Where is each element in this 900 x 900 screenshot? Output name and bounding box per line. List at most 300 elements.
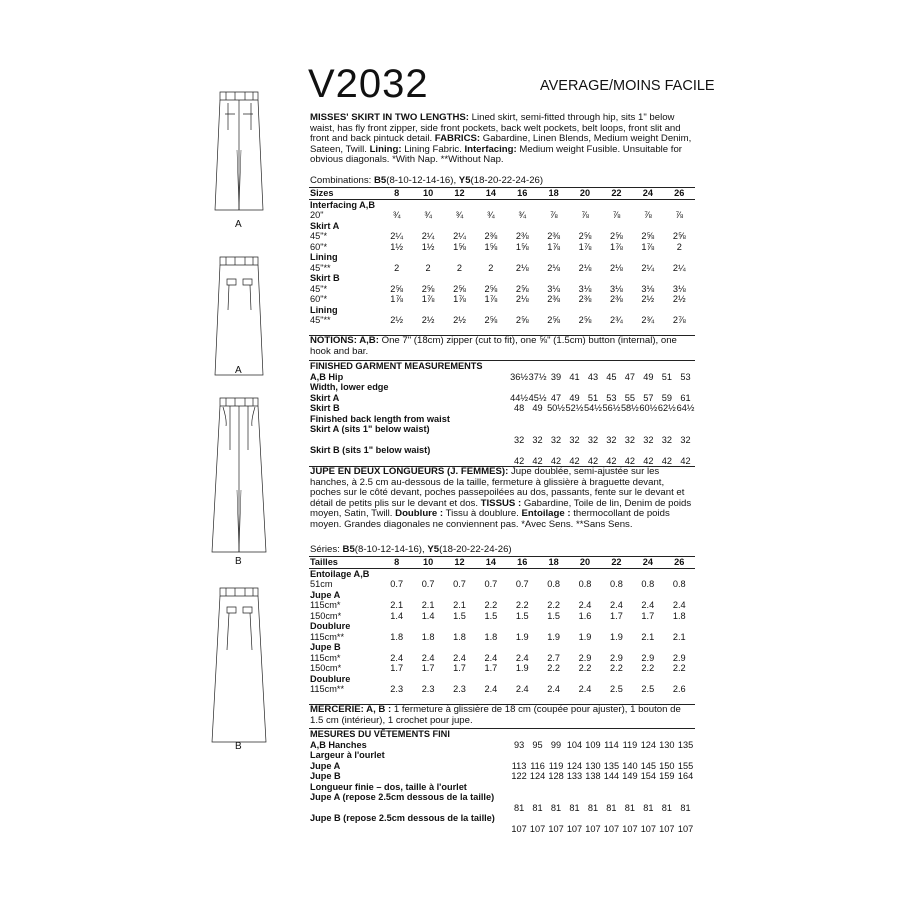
table-cell: 124 <box>640 739 657 750</box>
table-cell: 0.8 <box>641 579 655 589</box>
table-cell: 2 <box>394 262 400 273</box>
table-cell: 150 <box>659 760 675 771</box>
table-cell: 2.4 <box>672 600 686 610</box>
table-cell: 10 <box>412 188 443 200</box>
table-cell: 107 <box>603 823 620 834</box>
table-cell: 124 <box>529 771 546 781</box>
table-cell: 16 <box>507 188 538 200</box>
technical-sketches <box>190 70 290 770</box>
table-cell: 2.2 <box>515 600 529 610</box>
table-row <box>309 188 695 200</box>
series-label: Séries: <box>310 544 343 555</box>
table-cell: 2.3 <box>421 684 435 694</box>
table-cell: 52½ <box>565 403 584 413</box>
table-cell: 1.5 <box>484 610 498 621</box>
table-cell: 32 <box>532 434 543 445</box>
table-cell: 1.7 <box>421 663 435 673</box>
row-label: 45"** <box>310 315 331 325</box>
table-row <box>309 740 695 751</box>
description-fr-body: Jupe doublée, semi-ajustée sur les hanches, à 2.5 cm au-dessous de la taille, fermeture à glissière à braguette devant, poches sur le côté devant, poches passepoilées au dos, passants, fente sur le devant et détail de petits plis sur le devant et dos. <box>310 466 685 509</box>
row-label <box>309 435 510 446</box>
table-cell: 154 <box>640 771 657 781</box>
table-cell: 2.7 <box>547 652 561 663</box>
table-cell: 2⅝ <box>453 283 466 294</box>
table-row <box>309 824 695 835</box>
table-cell: ⅞ <box>549 210 558 220</box>
table-cell: 1.8 <box>484 631 498 642</box>
table-cell: 81 <box>569 802 580 813</box>
table-cell: 93 <box>513 739 525 750</box>
table-cell: 2 <box>676 241 682 252</box>
table-cell: 2¼ <box>641 262 655 273</box>
table-row <box>309 210 695 221</box>
doublure-label: Doublure : <box>395 508 444 520</box>
description-fr <box>310 467 695 531</box>
table-cell: 2.4 <box>641 600 655 610</box>
fabrics-text: Gabardine, Linen Blends, Medium weight Denim, Sateen, Twill. <box>310 133 692 155</box>
table-cell: 1.7 <box>453 663 466 673</box>
table-row <box>309 435 695 446</box>
row-label: 45"* <box>310 231 328 241</box>
fabrics-label: FABRICS: <box>434 133 481 145</box>
table-row <box>309 813 695 824</box>
table-cell: 32 <box>661 434 672 445</box>
table-row <box>309 557 695 569</box>
table-cell: 61 <box>680 392 691 403</box>
entoilage-text: thermocollant de poids moyen. Grandes diagonales ne conviennent pas. *Avec Sens. **Sans Sens. <box>310 508 670 530</box>
table-cell: 130 <box>585 760 601 771</box>
description-fr-title: JUPE EN DEUX LONGUEURS (J. FEMMES): <box>310 466 509 477</box>
table-cell: 145 <box>640 760 657 771</box>
section-label: Skirt A (sits 1" below waist) <box>310 424 430 434</box>
table-cell: 32 <box>643 434 654 445</box>
table-cell: 1.9 <box>515 663 529 673</box>
section-label: Entoilage A,B <box>310 568 370 579</box>
table-cell: 2 <box>488 262 494 273</box>
table-cell: 22 <box>601 188 632 200</box>
table-cell: 53 <box>606 392 617 403</box>
pattern-number: V2032 <box>308 62 429 106</box>
table-cell: 2.9 <box>610 652 623 663</box>
table-cell: 60½ <box>639 403 658 413</box>
description-body: Lined skirt, semi-fitted through hip, sits 1" below waist, has fly front zipper, side front pockets, back welt pockets, belt loops, front slit and front and back pintuck detail. <box>310 112 681 145</box>
table-cell: 0.7 <box>390 579 404 589</box>
table-cell: 1.8 <box>421 631 435 642</box>
table-cell: 2.1 <box>641 631 655 642</box>
table-cell: 2.5 <box>641 684 655 694</box>
table-cell: 1.5 <box>453 610 466 621</box>
section-label: Doublure <box>310 621 351 631</box>
table-row <box>309 242 695 253</box>
table-cell: 1⅞ <box>484 294 498 304</box>
table-cell: 8 <box>381 188 412 200</box>
section-label: Interfacing A,B <box>310 199 375 210</box>
yardage-table-fr <box>309 556 695 695</box>
table-cell: 2½ <box>641 294 655 304</box>
table-row <box>309 803 695 814</box>
table-cell: 1⅞ <box>641 241 655 252</box>
table-cell: 2.2 <box>672 663 686 673</box>
table-cell: 26 <box>664 188 695 200</box>
table-row <box>309 263 695 274</box>
table-row <box>309 632 695 643</box>
table-cell: 0.7 <box>421 579 435 589</box>
table-cell: 107 <box>566 823 583 834</box>
tissus-text: Gabardine, Toile de lin, Denim de poids moyen, Satin, Twill. <box>310 497 692 520</box>
table-cell: 2⅜ <box>578 294 592 304</box>
row-label: Skirt B <box>310 403 340 413</box>
table-row <box>309 424 695 435</box>
section-label: Longueur finie – dos, taille à l'ourlet <box>310 781 467 792</box>
table-cell: 164 <box>677 771 694 781</box>
table-cell: ⅞ <box>612 210 621 220</box>
table-cell: 116 <box>530 760 545 771</box>
table-cell: 3⅛ <box>578 283 592 294</box>
table-cell: 47 <box>550 392 562 403</box>
view-label-3: B <box>235 556 242 567</box>
finished-measurements-en <box>309 361 695 466</box>
section-label: Skirt B (sits 1" below waist) <box>310 445 431 455</box>
row-label: 51cm <box>310 579 333 589</box>
section-label: Largeur à l'ourlet <box>310 750 385 760</box>
table-cell: 32 <box>606 434 617 445</box>
table-row <box>309 199 695 210</box>
table-cell: 55 <box>624 392 635 403</box>
table-cell: 49 <box>532 403 543 413</box>
table-row <box>309 393 695 404</box>
table-cell: 10 <box>412 557 443 569</box>
table-cell: 42 <box>532 455 543 466</box>
interfacing-text: Medium weight Fusible. Unsuitable for obvious diagonals. *With Nap. **Without Nap. <box>310 143 683 166</box>
table-cell: 1½ <box>421 241 435 252</box>
row-label: 115cm** <box>310 631 345 642</box>
table-cell: 2.9 <box>672 652 686 663</box>
table-row <box>309 456 695 467</box>
table-cell: 2½ <box>453 315 466 325</box>
table-cell: 2⅛ <box>610 262 623 273</box>
table-cell: ¾ <box>487 210 495 220</box>
section-label: Width, lower edge <box>310 382 389 392</box>
row-label: Tailles <box>309 557 381 569</box>
section-label: Jupe A <box>310 589 341 600</box>
table-row <box>309 579 695 590</box>
table-cell: 1⅞ <box>578 241 592 252</box>
table-row <box>309 294 695 305</box>
table-row <box>309 382 695 393</box>
notions-fr <box>310 705 695 726</box>
table-cell: 16 <box>507 557 538 569</box>
table-cell: 133 <box>566 771 583 781</box>
table-cell: 2.2 <box>547 663 561 673</box>
table-row <box>309 600 695 611</box>
table-cell: 114 <box>604 739 619 750</box>
table-cell: 64½ <box>676 403 695 413</box>
table-cell: 2 <box>425 262 431 273</box>
table-cell: 81 <box>643 802 654 813</box>
table-cell: 2⅜ <box>484 231 498 241</box>
table-cell: 42 <box>587 455 599 466</box>
lining-label: Lining: <box>369 143 402 155</box>
table-cell: 1⅞ <box>390 294 404 304</box>
table-cell: ¾ <box>518 210 527 220</box>
lining-text: Lining Fabric. <box>401 143 465 155</box>
table-cell: 2.2 <box>610 663 623 673</box>
table-cell: 1⅞ <box>453 294 466 304</box>
table-cell: 32 <box>550 434 562 445</box>
table-cell: 2¼ <box>390 231 404 241</box>
table-cell: 54½ <box>584 403 602 413</box>
table-cell: 135 <box>677 739 694 750</box>
table-cell: 0.7 <box>484 579 498 589</box>
table-row <box>309 674 695 685</box>
table-row <box>309 663 695 674</box>
table-cell: 2⅝ <box>672 231 686 241</box>
sketch-skirt-b-back <box>212 588 266 742</box>
table-cell: 2.2 <box>484 600 498 610</box>
table-cell: 42 <box>550 455 562 466</box>
table-cell: 56½ <box>602 403 621 413</box>
table-cell: 81 <box>680 802 691 813</box>
table-cell: 51 <box>661 371 672 382</box>
table-cell: 1.5 <box>515 610 529 621</box>
table-cell: 2⅝ <box>610 231 623 241</box>
table-title: FINISHED GARMENT MEASUREMENTS <box>310 361 483 371</box>
table-row <box>309 284 695 295</box>
table-row <box>309 372 695 383</box>
table-cell: 144 <box>603 771 620 781</box>
mercerie-text: 1 fermeture à glissière de 18 cm (coupée pour ajuster), 1 bouton de 1.5 cm (intérieur), 1 crochet pour jupe. <box>310 704 681 726</box>
table-cell: 2 <box>456 262 463 273</box>
table-cell: 2.2 <box>641 663 655 673</box>
table-cell: 0.7 <box>453 579 466 589</box>
table-cell: 24 <box>632 188 663 200</box>
table-cell: 119 <box>548 760 564 771</box>
table-row <box>309 761 695 772</box>
row-label: 115cm* <box>310 652 341 663</box>
table-cell: 2.9 <box>641 652 655 663</box>
table-cell: 2½ <box>421 315 435 325</box>
combo-b5-sizes: (8-10-12-14-16), <box>386 175 459 186</box>
combinations-en <box>310 175 543 186</box>
table-row <box>309 653 695 664</box>
table-cell: 41 <box>569 371 580 382</box>
table-row <box>309 792 695 803</box>
table-row <box>309 782 695 793</box>
table-cell: 2⅝ <box>484 315 498 325</box>
table-cell: 2.9 <box>578 652 592 663</box>
table-row <box>309 445 695 456</box>
row-label: 115cm* <box>310 600 341 610</box>
table-cell: 2¼ <box>421 231 435 241</box>
table-cell: 1⅞ <box>610 241 623 252</box>
row-label: A,B Hip <box>310 371 344 382</box>
table-cell: 1⅞ <box>421 294 435 304</box>
table-cell: 58½ <box>620 403 639 413</box>
section-label: Jupe B <box>310 642 341 652</box>
row-label: Jupe B <box>310 771 341 781</box>
table-cell: 42 <box>513 455 525 466</box>
table-cell: 22 <box>601 557 632 569</box>
table-cell: 99 <box>550 739 562 750</box>
row-label: 150cm* <box>310 610 342 621</box>
table-cell: 0.8 <box>578 579 592 589</box>
table-cell: 24 <box>632 557 663 569</box>
table-cell: 32 <box>680 434 691 445</box>
table-cell: 42 <box>643 455 654 466</box>
table-cell: 122 <box>511 771 527 781</box>
table-cell: 2⅝ <box>515 315 529 325</box>
table-cell: 1.8 <box>390 631 404 642</box>
table-cell: 2⅞ <box>672 315 686 325</box>
table-row <box>309 414 695 425</box>
table-cell: 32 <box>587 434 599 445</box>
row-label: 60"* <box>310 241 328 252</box>
table-title-row <box>309 361 695 372</box>
table-cell: 12 <box>444 188 475 200</box>
table-cell: 1.9 <box>610 631 623 642</box>
table-row <box>309 621 695 632</box>
table-cell: 2.4 <box>421 652 435 663</box>
table-row <box>309 221 695 232</box>
table-title-row <box>309 729 695 740</box>
combo-y5: Y5 <box>458 175 471 186</box>
table-cell: 18 <box>538 188 569 200</box>
table-cell: 44½ <box>510 392 529 403</box>
table-cell: 0.7 <box>515 579 529 589</box>
row-label: Skirt A <box>310 392 340 403</box>
table-cell: 36½ <box>510 371 529 382</box>
table-cell: 39 <box>550 371 562 382</box>
table-cell: 159 <box>659 771 675 781</box>
table-cell: 2⅝ <box>578 315 592 325</box>
table-cell: 107 <box>511 823 527 834</box>
table-cell: 1⅝ <box>484 241 498 252</box>
table-cell: 2⅝ <box>547 315 561 325</box>
table-cell: 109 <box>585 739 601 750</box>
table-row <box>309 642 695 653</box>
table-cell: 12 <box>444 557 475 569</box>
series-y5-sizes: (18-20-22-24-26) <box>439 544 512 555</box>
table-cell: 3⅛ <box>672 283 686 294</box>
table-cell: 2⅛ <box>515 262 529 273</box>
table-cell: 2⅝ <box>484 283 498 294</box>
table-cell: 1.4 <box>390 610 404 621</box>
table-cell: 107 <box>529 823 546 834</box>
table-cell: 2⅝ <box>515 283 529 294</box>
table-cell: 107 <box>640 823 657 834</box>
table-cell: 107 <box>548 823 564 834</box>
view-label-4: B <box>235 741 242 752</box>
table-cell: 48 <box>513 403 525 413</box>
combinations-label: Combinations: <box>310 175 374 186</box>
table-cell: 57 <box>643 392 654 403</box>
table-cell: 2.1 <box>672 631 686 642</box>
table-cell: 81 <box>587 802 599 813</box>
table-cell: 2⅝ <box>578 231 592 241</box>
table-cell: 2.4 <box>610 600 623 610</box>
table-cell: ⅞ <box>675 210 684 220</box>
table-cell: 107 <box>585 823 601 834</box>
table-cell: 2.4 <box>578 600 592 610</box>
table-cell: 2.6 <box>672 684 686 694</box>
table-cell: 0.8 <box>547 579 561 589</box>
table-cell: 135 <box>603 760 620 771</box>
section-label: Finished back length from waist <box>310 413 450 424</box>
table-cell: 1.9 <box>547 631 561 642</box>
table-cell: 2.2 <box>547 600 561 610</box>
table-cell: 32 <box>569 434 580 445</box>
yardage-table-en <box>309 187 695 326</box>
table-cell: 2½ <box>672 294 686 304</box>
section-label: Doublure <box>310 673 351 684</box>
row-label: Sizes <box>309 188 381 200</box>
table-cell: 2.1 <box>421 600 435 610</box>
row-label: A,B Hanches <box>310 739 367 750</box>
section-label: Jupe A (repose 2.5cm dessous de la taille) <box>310 792 495 802</box>
row-label: 45"* <box>310 283 328 294</box>
difficulty-label: AVERAGE/MOINS FACILE <box>540 78 715 94</box>
table-cell: 2⅜ <box>515 231 529 241</box>
row-label <box>309 824 510 835</box>
description-en <box>310 113 695 166</box>
interfacing-label: Interfacing: <box>464 143 517 155</box>
table-cell: 1⅝ <box>515 241 529 252</box>
table-cell: 1.7 <box>610 610 623 621</box>
table-row <box>309 590 695 601</box>
table-cell: 140 <box>622 760 638 771</box>
table-cell: 62½ <box>657 403 676 413</box>
table-cell: 2.4 <box>515 684 529 694</box>
notions-text: One 7" (18cm) zipper (cut to fit), one ⅝" (1.5cm) button (internal), one hook and bar. <box>310 335 677 357</box>
table-cell: 2⅜ <box>547 231 561 241</box>
table-cell: 2⅝ <box>421 283 435 294</box>
table-cell: 1.9 <box>578 631 592 642</box>
section-label: Skirt B <box>310 273 340 283</box>
table-cell: 2.4 <box>578 684 592 694</box>
table-row <box>309 611 695 622</box>
table-cell: 81 <box>606 802 617 813</box>
table-cell: 42 <box>661 455 672 466</box>
table-cell: 37½ <box>528 371 547 382</box>
table-cell: 51 <box>587 392 599 403</box>
table-cell: 107 <box>622 823 638 834</box>
table-cell: 32 <box>624 434 635 445</box>
table-row <box>309 252 695 263</box>
table-cell: 45 <box>606 371 617 382</box>
table-cell: 113 <box>511 760 527 771</box>
table-cell: ⅞ <box>581 210 589 220</box>
table-cell: 2¾ <box>610 315 623 325</box>
table-cell: 2.4 <box>390 652 404 663</box>
table-cell: 1½ <box>390 241 404 252</box>
description-title: MISSES' SKIRT IN TWO LENGTHS: <box>310 112 469 123</box>
series-b5-sizes: (8-10-12-14-16), <box>354 544 428 555</box>
table-cell: 0.8 <box>672 579 686 589</box>
table-cell: 119 <box>622 739 638 750</box>
table-cell: 45½ <box>528 392 547 403</box>
table-cell: 59 <box>661 392 672 403</box>
table-cell: 1.8 <box>672 610 686 621</box>
table-title: MESURES DU VÊTEMENTS FINI <box>310 729 450 739</box>
table-cell: 81 <box>550 802 562 813</box>
table-cell: ¾ <box>455 210 464 220</box>
table-row <box>309 305 695 316</box>
table-cell: 130 <box>659 739 675 750</box>
combo-b5: B5 <box>374 175 387 186</box>
table-cell: 49 <box>569 392 580 403</box>
table-cell: 53 <box>680 371 691 382</box>
table-cell: 81 <box>661 802 672 813</box>
